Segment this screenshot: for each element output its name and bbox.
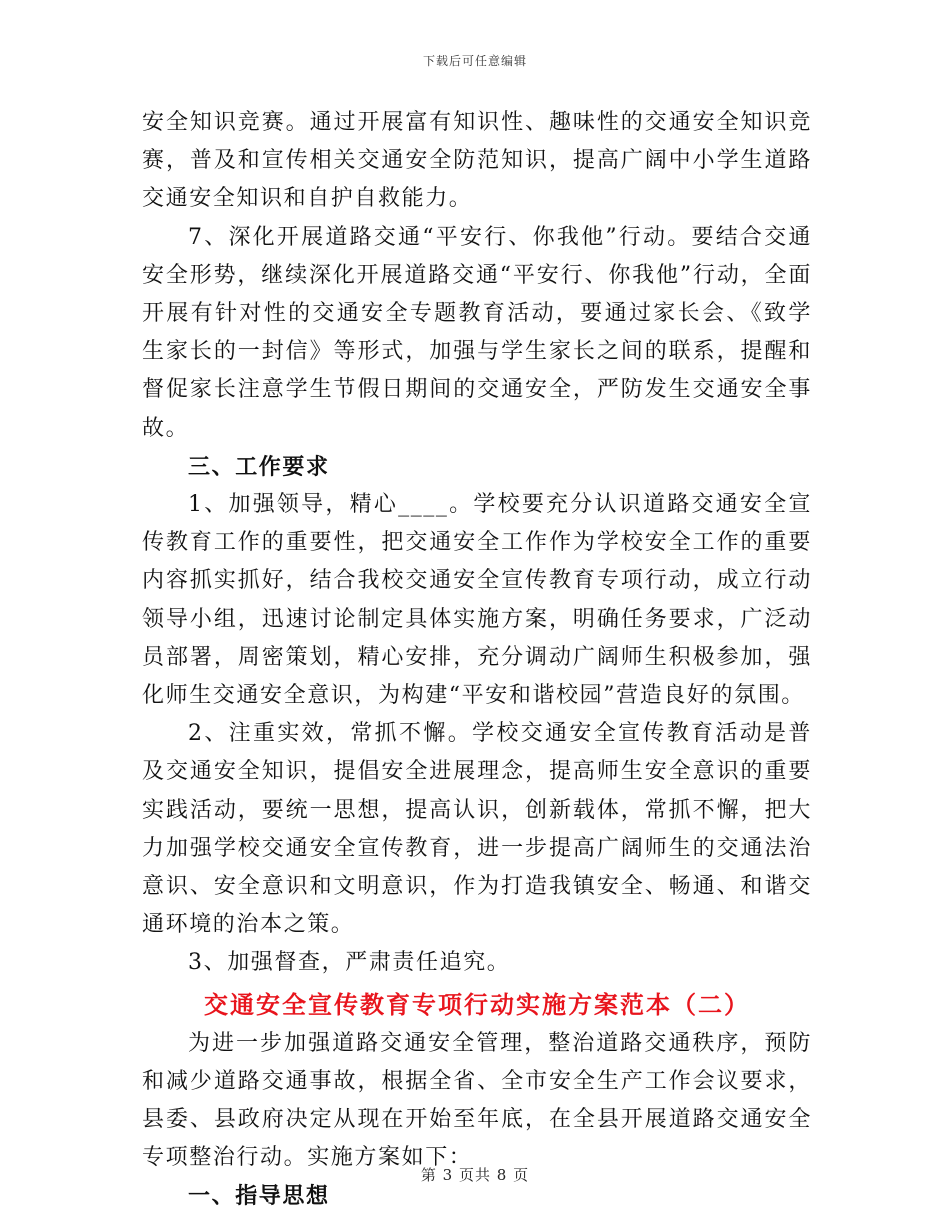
document-body: [142, 104, 812, 1216]
page-number: 第 3 页共 8 页: [420, 1166, 530, 1184]
heading-guiding-ideology: 一、指导思想: [188, 1183, 330, 1210]
paragraph-requirement-3: 3、加强督查，严肃责任追究。: [188, 950, 511, 976]
paragraph-requirement-2: 2、注重实效，常抓不懈。学校交通安全宣传教育活动是普及交通安全知识，提倡安全进展理念，提高师生安全意识的重要实践活动，要统一思想，提高认识，创新载体，常抓不懈，把大力加强学校交通安全宣传教育，进一步提高广阔师生的交通法治意识、安全意识和文明意识，作为打造我镇安全、畅通、和谐交通环境的治本之策。: [142, 721, 812, 938]
paragraph-requirement-1: 1、加强领导，精心____。学校要充分认识道路交通安全宣传教育工作的重要性，把交通安全工作作为学校安全工作的重要内容抓实抓好，结合我校交通安全宣传教育专项行动，成立行动领导小组，迅速讨论制定具体实施方案，明确任务要求，广泛动员部署，周密策划，精心安排，充分调动广阔师生积极参加，强化师生交通安全意识，为构建“平安和谐校园”营造良好的氛围。: [142, 492, 812, 709]
heading-work-requirements: 三、工作要求: [188, 453, 330, 480]
page-header: 下载后可任意编辑: [422, 54, 527, 68]
paragraph-intro: 为进一步加强道路交通安全管理，整治道路交通秩序，预防和减少道路交通事故，根据全省、全市安全生产工作会议要求，县委、县政府决定从现在开始至年底，在全县开展道路交通安全专项整治行动。实施方案如下：: [142, 1030, 812, 1171]
section-title: 交通安全宣传教育专项行动实施方案范本（二）: [204, 989, 750, 1019]
paragraph-item-7: 7、深化开展道路交通“平安行、你我他”行动。要结合交通安全形势，继续深化开展道路交通“平安行、你我他”行动，全面开展有针对性的交通安全专题教育活动，要通过家长会、《致学生家长的一封信》等形式，加强与学生家长之间的联系，提醒和督促家长注意学生节假日期间的交通安全，严防发生交通安全事故。: [142, 224, 812, 441]
paragraph-continuation: 安全知识竞赛。通过开展富有知识性、趣味性的交通安全知识竞赛，普及和宣传相关交通安全防范知识，提高广阔中小学生道路交通安全知识和自护自救能力。: [142, 110, 812, 212]
